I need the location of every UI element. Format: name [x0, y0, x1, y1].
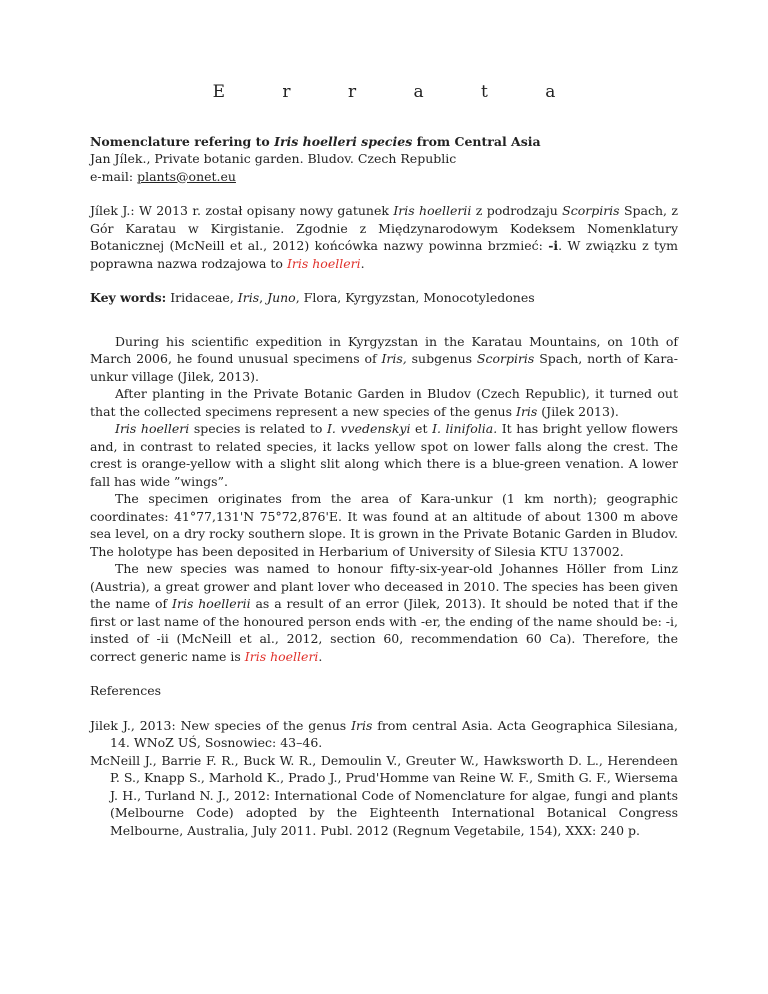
body-paragraph-2 — [90, 385, 678, 420]
p1-italic-2: Scorpiris — [476, 351, 535, 366]
polish-text-1: Jílek J.: W 2013 r. został opisany nowy gatunek — [90, 203, 394, 218]
p3-text-3: It has bright yellow flowers and, in contrast to related species, it lacks yellow spot on lower falls along the crest. The crest is orange-yellow with a slight slit along which there is a blue-green venation. A lower fall has wide ”wings”. — [90, 421, 679, 489]
body-paragraph-3 — [90, 420, 678, 490]
p1-text-2: subgenus — [406, 351, 477, 366]
keywords-text-1: Iridaceae, — [166, 290, 238, 305]
article-title-species: Iris hoelleri species — [274, 133, 413, 149]
article-title — [90, 133, 678, 151]
article-title-text: Nomenclature refering to — [90, 133, 275, 149]
p1-italic-1: Iris, — [381, 351, 407, 366]
author-line: Jan Jílek., Private botanic garden. Bludov. Czech Republic — [90, 151, 457, 166]
article-title-text-end: from Central Asia — [412, 133, 541, 149]
polish-text-5: . — [360, 255, 365, 271]
polish-text-3: Spach, z Gór Karatau w Kirgistanie. Zgodnie z Międzynarodowym Kodeksem Nomenklatury Botanicznej (McNeill et al., 2012) końcówka nazwy powinna brzmieć: — [90, 203, 678, 253]
keyword-juno: Juno — [267, 290, 296, 305]
ref1-text-2: from central Asia. Acta Geographica Silesiana, 14. WNoZ UŚ, Sosnowiec: 43–46. — [110, 717, 678, 750]
email-line — [90, 168, 678, 186]
polish-species-1: Iris hoellerii — [393, 203, 472, 218]
keyword-iris: Iris — [237, 290, 260, 305]
polish-ending: -i — [548, 238, 559, 253]
ref1-text-1: Jilek J., 2013: New species of the genus — [90, 717, 352, 733]
document-page — [90, 84, 678, 839]
email-label: e-mail: — [90, 168, 138, 184]
p2-text-1: After planting in the Private Botanic Garden in Bludov (Czech Republic), it turned out that the collected specimens represent a new species of the genus — [90, 386, 678, 419]
polish-correct-name: Iris hoelleri — [286, 255, 361, 271]
polish-abstract — [90, 202, 678, 272]
p1-text-3: Spach, north of Kara-unkur village (Jilek, 2013). — [90, 351, 679, 384]
p3-italic-2: I. vvedenskyi — [326, 421, 411, 436]
references-heading: References — [90, 683, 162, 698]
p5-correct-name: Iris hoelleri — [244, 648, 319, 664]
keywords-text-3: , Flora, Kyrgyzstan, Monocotyledones — [295, 290, 535, 305]
p2-text-2: (Jilek 2013). — [537, 403, 619, 419]
body-paragraph-4: The specimen originates from the area of Kara-unkur (1 km north); geographic coordinates: 41°77,131'N 75°72,876'E. It was found at an altitude of about 1300 m above sea level, on a dry rocky southern slope. It is grown in the Private Botanic Garden in Bludov. The holotype has been deposited in Herbarium of University of Silesia KTU 137002. — [90, 491, 678, 559]
p5-text-1: The new species was named to honour fifty-six-year-old Johannes Höller from Linz (Austria), a great grower and plant lover who deceased in 2010. The species has been given the name of — [90, 561, 678, 611]
p5-italic-1: Iris hoellerii — [172, 596, 251, 611]
body-paragraph-1 — [90, 333, 678, 386]
errata-title: E r r a t a — [212, 82, 582, 102]
reference-2: McNeill J., Barrie F. R., Buck W. R., Demoulin V., Greuter W., Hawksworth D. L., Herendeen P. S., Knapp S., Marhold K., Prado J., Prud'Homme van Reine W. F., Smith G. F., Wiersema J. H., Turland N. J., 2012: International Code of Nomenclature for algae, fungi and plants (Melbourne Code) adopted by the Eighteenth International Botanical Congress Melbourne, Australia, July 2011. Publ. 2012 (Regnum Vegetabile, 154), XXX: 240 p. — [90, 752, 678, 838]
p5-text-3: . — [318, 648, 323, 664]
polish-subgenus: Scorpiris — [562, 203, 620, 218]
reference-1 — [90, 717, 678, 752]
p3-text-1: species is related to — [189, 421, 327, 436]
p3-italic-3: I. linifolia. — [432, 421, 498, 436]
polish-text-2: z podrodzaju — [471, 203, 563, 218]
keywords-text-2: , — [259, 290, 268, 305]
email-link[interactable]: plants@onet.eu — [137, 168, 236, 184]
ref1-italic: Iris — [351, 717, 373, 733]
body-paragraph-5 — [90, 560, 678, 665]
p3-italic-1: Iris hoelleri — [115, 421, 190, 436]
keywords-label: Key words: — [90, 290, 167, 305]
p2-italic-1: Iris — [516, 403, 538, 419]
polish-text-4: . W związku z tym poprawna nazwa rodzajowa to — [90, 238, 678, 271]
p1-text-1: During his scientific expedition in Kyrgyzstan in the Karatau Mountains, on 10th of March 2006, he found unusual specimens of — [90, 333, 678, 366]
keywords — [90, 289, 678, 307]
p3-text-2: et — [410, 421, 433, 436]
p5-text-2: as a result of an error (Jilek, 2013). It should be noted that if the first or last name of the honoured person ends with -er, the ending of the name should be: -i, insted of -ii (McNeill et al., 2012, section 60, recommendation 60 Ca). Therefore, the correct generic name is — [90, 596, 679, 664]
